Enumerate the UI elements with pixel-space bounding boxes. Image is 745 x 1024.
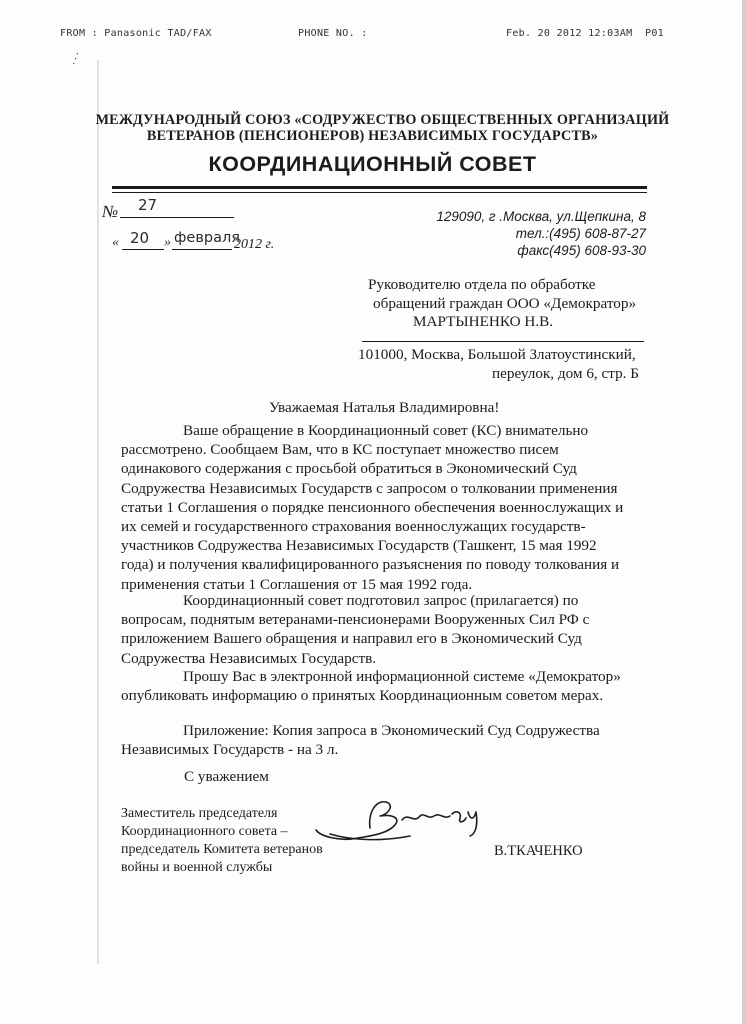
- date-day-underline: [122, 249, 164, 250]
- body-paragraph-1: [121, 421, 641, 594]
- sender-fax: факс(495) 608-93-30: [517, 243, 646, 258]
- scan-edge-left: [97, 60, 99, 964]
- recipient-addr1: 101000, Москва, Большой Златоустинский,: [358, 346, 636, 363]
- body-line: Независимых Государств - на 3 л.: [121, 741, 339, 759]
- date-open-quote: «: [112, 235, 119, 250]
- body-line: Приложение: Копия запроса в Экономический Суд Содружества: [183, 722, 600, 739]
- body-line: статьи 1 Соглашения о порядке пенсионного обеспечения военнослужащих и: [121, 498, 624, 516]
- body-line: приложением Вашего обращения и направил его в Экономический Суд: [121, 630, 582, 648]
- body-line: года) и получения квалифицированного разъяснения по поводу толкования и: [121, 556, 620, 574]
- signatory-title-line4: войны и военной службы: [121, 860, 273, 875]
- body-line: Ваше обращение в Координационный совет (КС) внимательно: [183, 422, 589, 439]
- body-paragraph-3: [121, 667, 641, 705]
- signatory-title-line1: Заместитель председателя: [121, 806, 278, 821]
- sender-address: 129090, г .Москва, ул.Щепкина, 8: [436, 209, 646, 224]
- org-name-line1: МЕЖДУНАРОДНЫЙ СОЮЗ «СОДРУЖЕСТВО ОБЩЕСТВЕННЫХ ОРГАНИЗАЦИЙ: [95, 112, 670, 128]
- recipient-rule: [362, 341, 644, 342]
- salutation: Уважаемая Наталья Владимировна!: [269, 399, 500, 416]
- date-close-quote: »: [164, 235, 171, 250]
- body-line: Содружества Независимых Государств с запросом о толковании применения: [121, 479, 618, 497]
- recipient-addr2: переулок, дом 6, стр. Б: [492, 365, 639, 382]
- body-line: Прошу Вас в электронной информационной системе «Демократор»: [183, 668, 621, 685]
- council-title: КООРДИНАЦИОННЫЙ СОВЕТ: [208, 152, 537, 176]
- body-line: опубликовать информацию о принятых Координационным советом мерах.: [121, 687, 604, 705]
- date-month-underline: [172, 249, 232, 250]
- signatory-title-line3: председатель Комитета ветеранов: [121, 842, 323, 857]
- date-year: 2012 г.: [234, 237, 275, 252]
- letterhead-rule-thick: [112, 186, 647, 189]
- body-line: участников Содружества Независимых Государств (Ташкент, 15 мая 1992: [121, 537, 597, 555]
- recipient-name: МАРТЫНЕНКО Н.В.: [413, 313, 554, 330]
- attachment-note: [121, 721, 641, 759]
- signatory-title: [121, 805, 323, 877]
- letterhead-rule-thin: [112, 192, 647, 193]
- body-line: применения статьи 1 Соглашения от 15 мая 1992 года.: [121, 575, 473, 593]
- fax-datetime: Feb. 20 2012 12:03AM: [506, 28, 633, 39]
- signatory-title-line2: Координационного совета –: [121, 824, 288, 839]
- fax-from: FROM : Panasonic TAD/FAX: [60, 28, 212, 39]
- fax-phone: PHONE NO. :: [298, 28, 368, 39]
- body-line: Координационный совет подготовил запрос (прилагается) по: [183, 592, 579, 609]
- body-line: их семей и государственного страхования военнослужащих государств-: [121, 518, 586, 536]
- body-line: одинакового содержания с просьбой обратиться в Экономический Суд: [121, 460, 577, 478]
- body-line: вопросам, поднятым ветеранами-пенсионерами Вооруженных Сил РФ с: [121, 611, 590, 629]
- recipient-line2: обращений граждан ООО «Демократор»: [373, 295, 637, 312]
- date-month: февраля: [174, 230, 240, 246]
- closing: С уважением: [184, 768, 269, 785]
- handwritten-signature: [310, 790, 500, 850]
- ref-no-underline: [120, 217, 234, 218]
- date-day: 20: [130, 229, 150, 247]
- body-line: Содружества Независимых Государств.: [121, 649, 377, 667]
- sender-phone: тел.:(495) 608-87-27: [515, 226, 646, 241]
- ref-no-value: 27: [138, 196, 158, 214]
- body-line: рассмотрено. Сообщаем Вам, что в КС поступает множество писем: [121, 441, 559, 459]
- fax-page: P01: [645, 28, 664, 39]
- recipient-line1: Руководителю отдела по обработке: [368, 276, 596, 293]
- ref-no-label: №: [102, 202, 119, 221]
- stray-mark: ⋰: [68, 51, 84, 67]
- body-paragraph-2: [121, 591, 641, 668]
- signatory-name: В.ТКАЧЕНКО: [494, 843, 583, 859]
- org-name-line2: ВЕТЕРАНОВ (ПЕНСИОНЕРОВ) НЕЗАВИСИМЫХ ГОСУДАРСТВ»: [146, 128, 599, 144]
